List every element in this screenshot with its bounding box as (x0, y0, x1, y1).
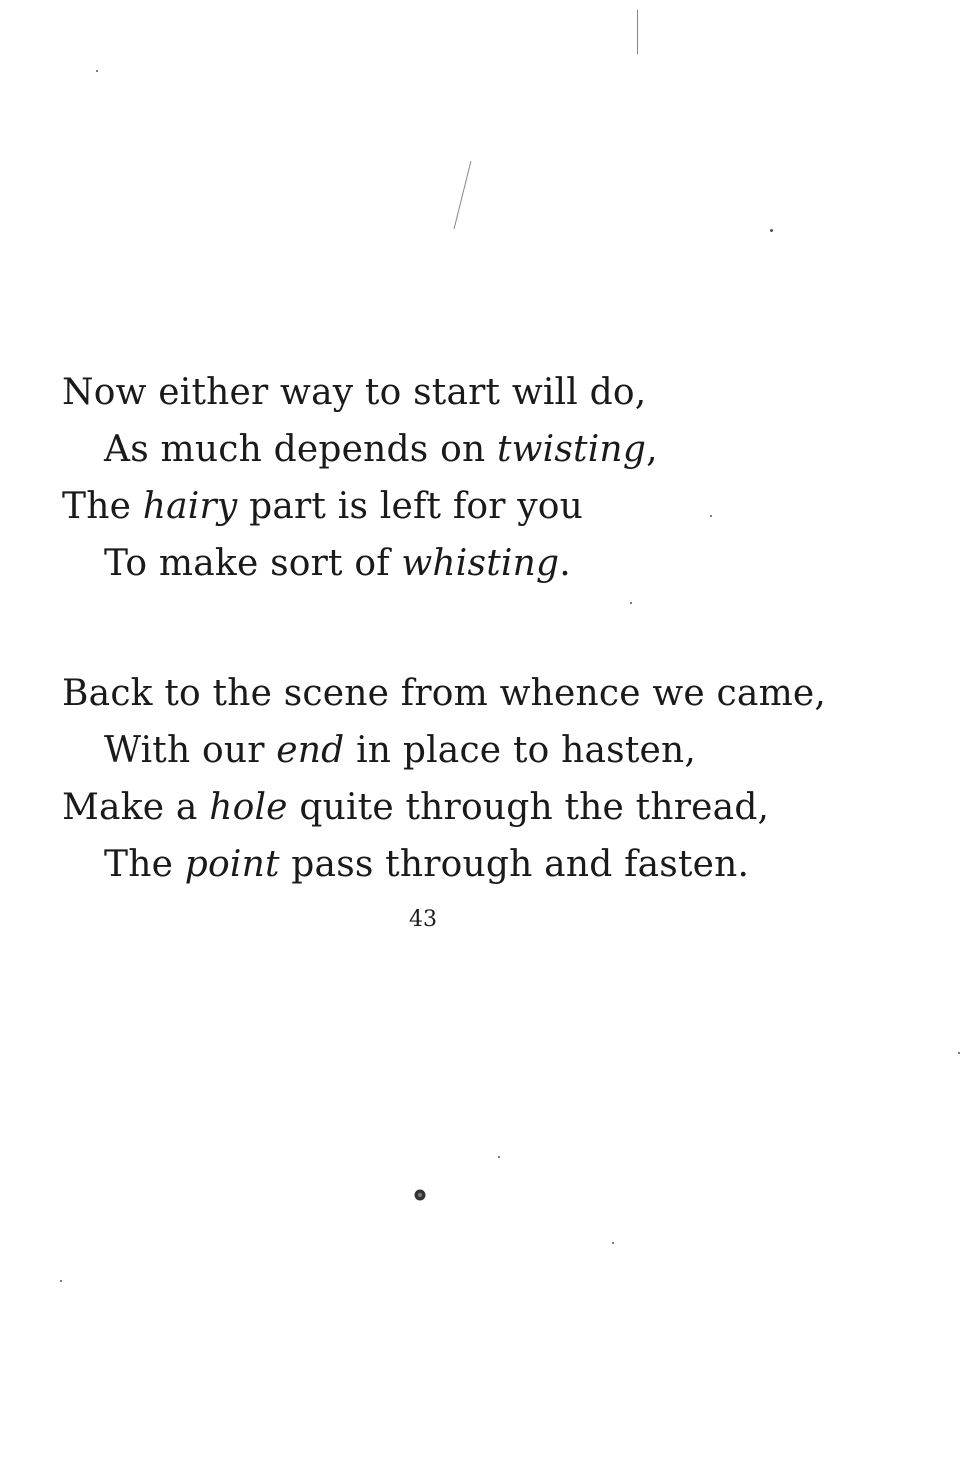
verse-text: Now either way to start will do, (62, 372, 647, 413)
verse-text: Back to the scene from whence we came, (62, 673, 827, 714)
verse-text: With our (104, 730, 277, 771)
page-number: 43 (409, 907, 437, 932)
paper-speck (958, 1052, 960, 1054)
italic-word: hole (209, 787, 288, 828)
paper-speck (498, 1156, 500, 1158)
verse-line (62, 836, 942, 893)
paper-speck (710, 515, 712, 517)
paper-speck (60, 1280, 62, 1282)
verse-text: pass through and fasten. (279, 844, 750, 885)
scan-scratch (637, 10, 638, 54)
verse-text: Make a (62, 787, 210, 828)
paper-speck (96, 70, 98, 72)
verse-line (62, 421, 942, 478)
italic-word: twisting (496, 429, 647, 470)
italic-word: hairy (142, 486, 238, 527)
verse-text: The (62, 486, 143, 527)
verse-text: part is left for you (237, 486, 584, 527)
stanza-2 (62, 665, 942, 893)
verse-line (62, 535, 942, 592)
italic-word: point (184, 844, 280, 885)
verse-line (62, 779, 942, 836)
verse-text: in place to hasten, (344, 730, 697, 771)
verse-text: quite through the thread, (287, 787, 770, 828)
paper-speck (612, 1242, 614, 1244)
verse-text: The (104, 844, 185, 885)
italic-word: whisting (401, 543, 560, 584)
verse-text: As much depends on (104, 429, 497, 470)
paper-speck (630, 602, 632, 604)
verse-line (62, 364, 942, 421)
verse-text: , (646, 429, 658, 470)
scan-scratch (454, 161, 472, 229)
verse-line (62, 722, 942, 779)
verse-line (62, 665, 942, 722)
verse-text: To make sort of (104, 543, 402, 584)
verse-line (62, 478, 942, 535)
printer-ornament-icon (413, 1188, 427, 1202)
verse-text: . (559, 543, 571, 584)
stanza-1 (62, 364, 942, 592)
italic-word: end (276, 730, 345, 771)
paper-speck (770, 229, 773, 232)
